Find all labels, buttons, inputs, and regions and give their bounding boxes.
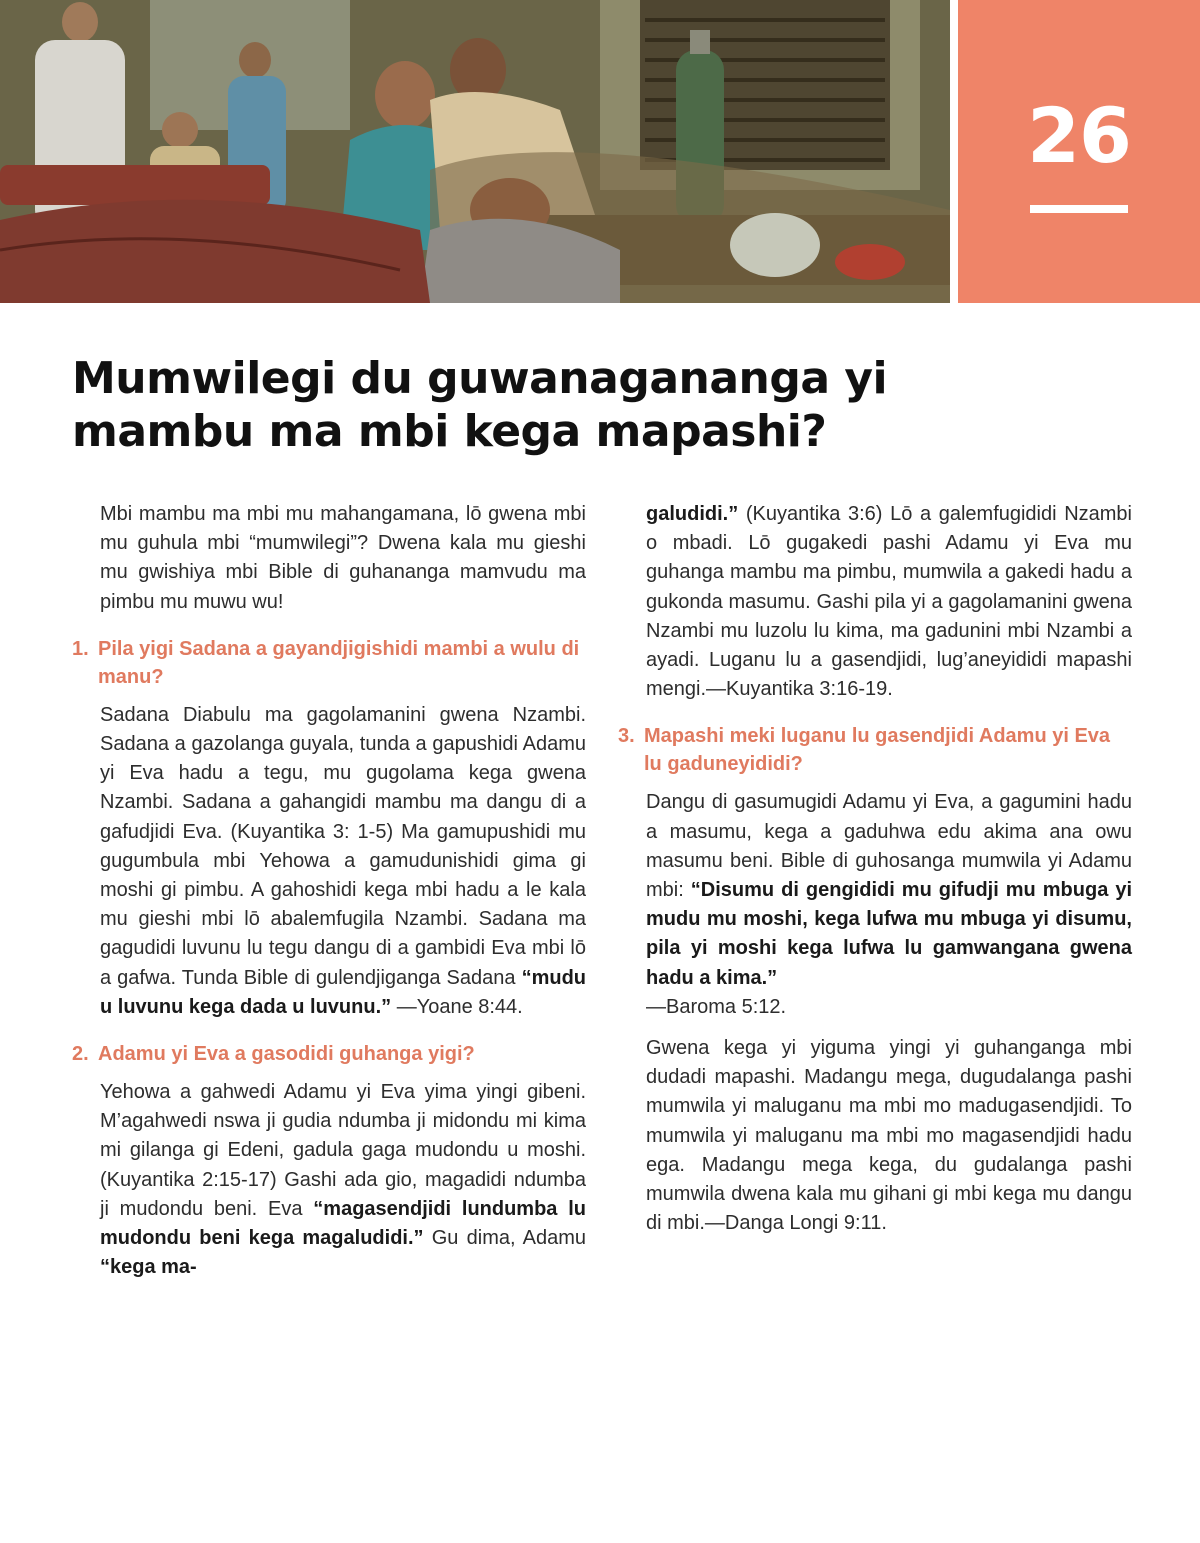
answer-2-quote-b: “kega ma- <box>100 1256 197 1279</box>
right-column <box>618 500 1132 1250</box>
intro-paragraph: Mbi mambu ma mbi mu mahangamana, lō gwena mbi mu guhula mbi “mumwilegi”? Dwena kala mu gieshi mu gwishiya mbi Bible di guhananga mamvudu ma pimbu mu muwu wu! <box>100 503 586 613</box>
question-2 <box>72 1040 586 1068</box>
question-1 <box>72 635 586 691</box>
answer-2-continued <box>618 500 1132 704</box>
question-1-number: 1. <box>72 637 89 660</box>
question-1-text: Pila yigi Sadana a gayandjigishidi mambi a wulu di manu? <box>98 637 580 688</box>
answer-2-text-c: (Kuyantika 3:6) Lō a galemfugididi Nzambi o mbadi. Lō gugakedi pashi Adamu yi Eva mu guhanga mambu ma pimbu, mumwila a gakedi hadu a gukonda masumu. Gashi pila yi a gagolamanini gwena Nzambi mu luzolu lu kima, ma gadunini mbi Nzambi a ayadi. Luganu lu a gasendjidi, lug’aneyididi mapashi mengi.—Kuyantika 3:16-19. <box>646 503 1132 701</box>
answer-2-quote-a: “magasendjidi lundumba lu mudondu beni kega magaludidi.” <box>100 1197 586 1250</box>
answer-2-quote-c: galudidi.” <box>646 503 739 525</box>
left-column <box>72 500 586 1294</box>
header-photo <box>0 0 950 303</box>
answer-2-text-a: Yehowa a gahwedi Adamu yi Eva yima yingi gibeni. M’agahwedi nswa ji gudia ndumba ji midondu mi kima mi gilanga gi Edeni, gadula gaga mudondu u moshi. (Kuyantika 2:15-17) Gashi ada gio, magadidi ndumba ji mudondu beni. Eva <box>100 1081 586 1220</box>
question-2-number: 2. <box>72 1043 89 1066</box>
answer-3-paragraph-2: Gwena kega yi yiguma yingi yi guhanganga mbi dudadi mapashi. Madangu mega, dugudalanga pashi mumwila yi maluganu ma mbi mo madugasendjidi. To mumwila yi maluganu ma mbi mo magasendjidi hadu ega. Madangu mega kega, du gudalanga pashi mumwila dwena kala mu gihani gi mbi kega mu dangu di mbi.—Danga Longi 9:11. <box>646 1037 1132 1235</box>
answer-3-reference: —Baroma 5:12. <box>646 995 787 1018</box>
answer-3-text: Dangu di gasumugidi Adamu yi Eva, a gagumini hadu a masumu, kega a gaduhwa edu akima ana owu masumu beni. Bible di guhosanga mumwila yi Adamu mbi: <box>646 791 1132 902</box>
answer-1-text: Sadana Diabulu ma gagolamanini gwena Nzambi. Sadana a gazolanga guyala, tunda a gapushidi Adamu yi Eva hadu a tegu, mu gugolama kega gwena Nzambi. Sadana a gahangidi mambu ma dangu di a gafudjidi Eva. (Kuyantika 3: 1-5) Ma gamupushidi mu gugumbula mbi Yehowa a gamudunishidi gima gi moshi gi pimbu. A gahoshidi kega mbi hadu a le kala mu gieshi mbi lō abalemfugila Nzambi. Sadana ma gagudidi luvunu lu tegu dangu di a gambidi Eva mbi lō a gafwa. Tunda Bible di gulendjiganga Sadana <box>100 703 586 989</box>
answer-3-quote: “Disumu di gengididi mu gifudji mu mbuga yi mudu mu moshi, kega lufwa mu mbuga yi disumu, pila yi moshi kega lufwa lu gamwangana gwena hadu a kima.” <box>646 879 1133 989</box>
answer-2-text-b: Gu dima, Adamu <box>423 1227 586 1250</box>
hospital-scene-illustration <box>0 0 950 303</box>
question-3-number: 3. <box>618 725 635 748</box>
answer-3-paragraph <box>618 788 1132 1022</box>
answer-1-quote: “mudu u luvunu kega dada u luvunu.” <box>100 966 586 1018</box>
answer-1-reference: —Yoane 8:44. <box>396 995 523 1018</box>
answer-2-paragraph <box>72 1078 586 1282</box>
page-title: Mumwilegi du guwanagananga yi mambu ma mbi kega mapashi? <box>72 353 888 457</box>
question-2-text: Adamu yi Eva a gasodidi guhanga yigi? <box>98 1043 475 1066</box>
lesson-number-box <box>958 0 1200 303</box>
lesson-number: 26 <box>1027 91 1131 180</box>
question-3 <box>618 722 1132 778</box>
lesson-rule-divider <box>1030 205 1128 213</box>
answer-1-paragraph <box>72 701 586 1022</box>
question-3-text: Mapashi meki luganu lu gasendjidi Adamu yi Eva lu gaduneyididi? <box>644 725 1111 776</box>
